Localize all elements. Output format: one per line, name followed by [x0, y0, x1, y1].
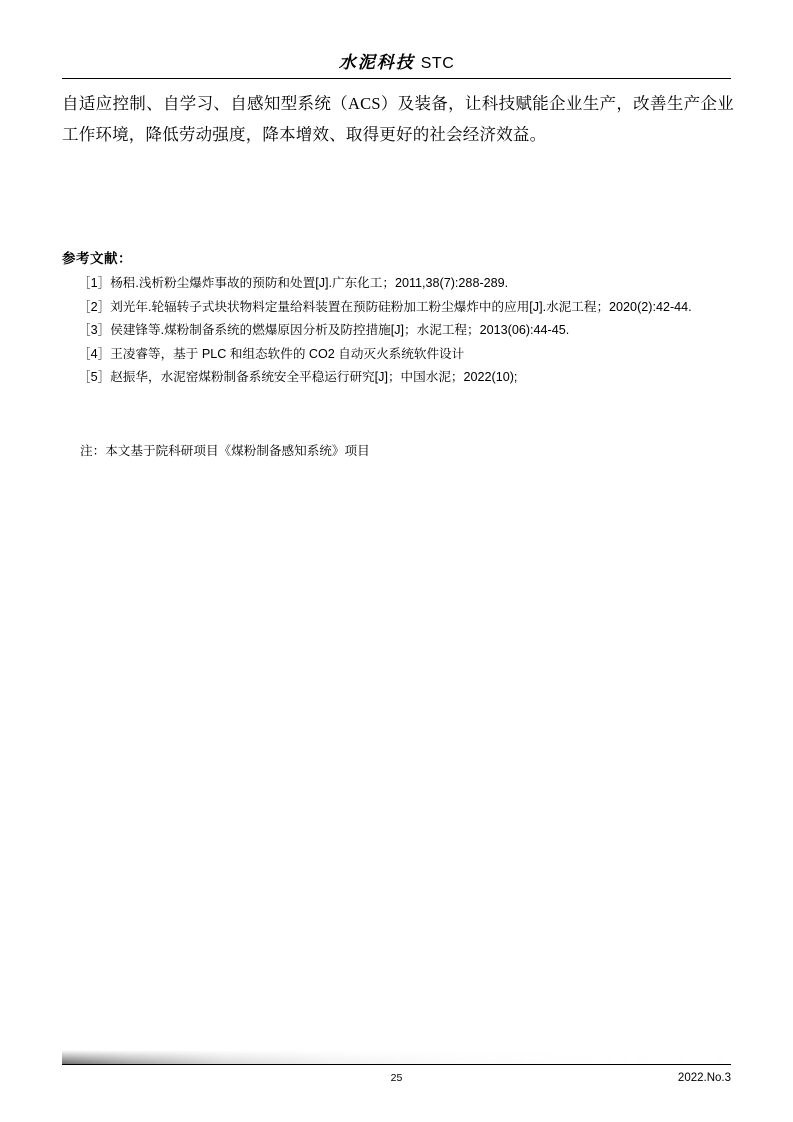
- reference-item: ［5］赵振华，水泥窑煤粉制备系统安全平稳运行研究[J]；中国水泥；2022(10);: [78, 370, 518, 384]
- journal-title-cn: 水泥科技: [338, 53, 415, 73]
- project-note: 注：本文基于院科研项目《煤粉制备感知系统》项目: [80, 444, 370, 458]
- page-header: [62, 48, 731, 73]
- reference-item: ［1］杨稆.浅析粉尘爆炸事故的预防和处置[J].广东化工；2011,38(7):288-289.: [78, 276, 509, 290]
- reference-item: ［4］王凌睿等，基于 PLC 和组态软件的 CO2 自动灭火系统软件设计: [78, 346, 465, 361]
- reference-item: ［3］侯建锋等.煤粉制备系统的燃爆原因分析及防控措施[J]；水泥工程；2013(06):44-45.: [78, 323, 570, 337]
- journal-title-en: STC: [420, 55, 455, 72]
- body-paragraph: 自适应控制、自学习、自感知型系统（ACS）及装备，让科技赋能企业生产，改善生产企业工作环境，降低劳动强度，降本增效、取得更好的社会经济效益。: [62, 94, 734, 144]
- footer-divider: [62, 1064, 731, 1065]
- reference-item: ［2］刘光年.轮辐转子式块状物料定量给料装置在预防硅粉加工粉尘爆炸中的应用[J].水泥工程；2020(2):42-44.: [78, 299, 692, 314]
- references-heading: 参考文献：: [62, 251, 132, 266]
- references-list: [62, 272, 734, 390]
- issue-label: 2022.No.3: [677, 1072, 731, 1084]
- journal-title: [339, 48, 455, 73]
- header-divider: [62, 78, 731, 79]
- page-number: 25: [390, 1072, 403, 1084]
- footer-smudge: [62, 1050, 731, 1064]
